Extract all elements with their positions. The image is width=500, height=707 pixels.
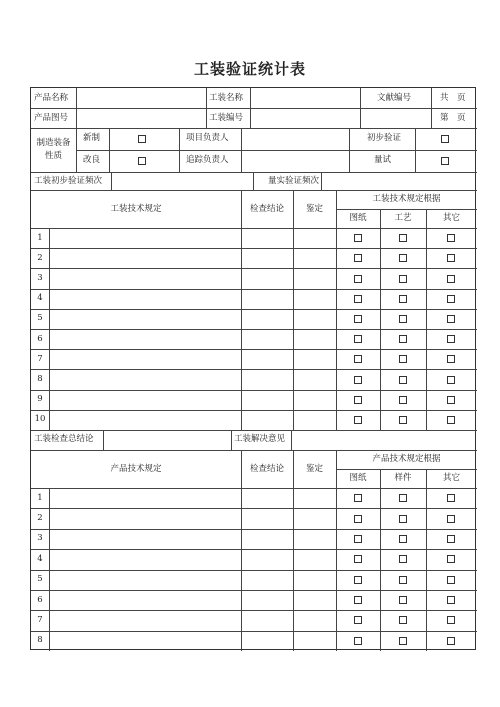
product-tech-spec-header: 产品技术规定	[110, 464, 162, 474]
divider	[31, 190, 477, 191]
basis-checkbox[interactable]	[354, 234, 362, 242]
basis-checkbox[interactable]	[354, 596, 362, 604]
basis-checkbox[interactable]	[447, 234, 455, 242]
basis-col-drawing: 图纸	[349, 213, 367, 223]
initial-freq-label: 工装初步验证频次	[34, 176, 103, 186]
divider	[360, 88, 361, 128]
divider	[241, 190, 242, 430]
row-number: 1	[37, 232, 43, 243]
row-number: 2	[37, 513, 43, 524]
row-number: 7	[37, 614, 43, 625]
row-number: 5	[37, 574, 43, 585]
basis-col-process: 工艺	[394, 213, 412, 223]
equipment-nature-label: 制造装备 性质	[36, 138, 71, 161]
row-number: 6	[37, 333, 43, 344]
divider	[109, 128, 110, 172]
basis-checkbox[interactable]	[354, 555, 362, 563]
basis-checkbox[interactable]	[399, 515, 407, 523]
basis-checkbox[interactable]	[399, 535, 407, 543]
total-pages-label: 共 页	[440, 93, 466, 103]
basis-checkbox[interactable]	[399, 234, 407, 242]
basis-checkbox[interactable]	[354, 275, 362, 283]
row-divider	[31, 590, 477, 591]
basis-checkbox[interactable]	[354, 376, 362, 384]
initial-verify-checkbox[interactable]	[441, 135, 449, 143]
row-number: 3	[37, 273, 43, 283]
basis-checkbox[interactable]	[354, 315, 362, 323]
basis-checkbox[interactable]	[399, 637, 407, 645]
basis-col-sample: 样件	[394, 473, 412, 483]
row-divider	[31, 390, 477, 391]
row-number: 7	[37, 353, 43, 364]
divider	[291, 430, 292, 450]
divider	[103, 430, 104, 450]
divider	[336, 190, 337, 430]
divider	[336, 209, 477, 210]
product-basis-header: 产品技术规定根据	[372, 454, 441, 464]
basis-checkbox[interactable]	[399, 576, 407, 584]
divider	[321, 172, 322, 190]
divider	[336, 469, 477, 470]
tool-tech-spec-header: 工装技术规定	[110, 204, 162, 214]
basis-checkbox[interactable]	[447, 616, 455, 624]
divider	[253, 172, 254, 190]
divider	[31, 430, 477, 431]
divider	[111, 172, 112, 190]
row-divider	[31, 549, 477, 550]
row-divider	[31, 570, 477, 571]
basis-checkbox[interactable]	[354, 355, 362, 363]
row-number: 2	[37, 252, 43, 263]
row-number: 3	[37, 533, 43, 544]
basis-checkbox[interactable]	[399, 295, 407, 303]
basis-checkbox[interactable]	[399, 335, 407, 343]
divider	[241, 128, 242, 172]
row-number: 5	[37, 313, 43, 324]
divider	[231, 430, 232, 450]
new-make-checkbox[interactable]	[138, 135, 146, 143]
divider	[31, 172, 477, 173]
verification-form	[30, 87, 476, 650]
modify-checkbox[interactable]	[138, 157, 146, 165]
check-result-header: 检查结论	[249, 464, 284, 474]
row-divider	[31, 248, 477, 249]
row-number: 9	[37, 394, 43, 405]
basis-checkbox[interactable]	[399, 555, 407, 563]
row-divider	[31, 410, 477, 411]
divider	[380, 209, 381, 430]
basis-checkbox[interactable]	[447, 275, 455, 283]
row-number: 6	[37, 594, 43, 605]
divider	[380, 469, 381, 651]
tool-basis-header: 工装技术规定根据	[372, 194, 441, 204]
basis-checkbox[interactable]	[447, 494, 455, 502]
initial-verify-label: 初步验证	[367, 133, 402, 143]
basis-checkbox[interactable]	[354, 295, 362, 303]
divider	[76, 88, 77, 172]
row-divider	[31, 529, 477, 530]
divider	[293, 450, 294, 651]
row-number: 8	[37, 374, 43, 384]
basis-checkbox[interactable]	[399, 275, 407, 283]
row-divider	[31, 369, 477, 370]
basis-checkbox[interactable]	[447, 295, 455, 303]
basis-checkbox[interactable]	[399, 315, 407, 323]
basis-checkbox[interactable]	[354, 515, 362, 523]
divider	[426, 209, 427, 430]
basis-checkbox[interactable]	[399, 254, 407, 262]
mass-trial-label: 量试	[374, 155, 392, 165]
tool-no-label: 工装编号	[209, 113, 244, 123]
mass-freq-label: 量实验证频次	[268, 176, 320, 186]
row-divider	[31, 610, 477, 611]
divider	[250, 88, 251, 128]
basis-col-drawing: 图纸	[349, 473, 367, 483]
divider	[31, 450, 477, 451]
basis-checkbox[interactable]	[354, 494, 362, 502]
page-no-label: 第 页	[440, 113, 466, 123]
basis-checkbox[interactable]	[354, 637, 362, 645]
project-lead-label: 项目负责人	[186, 133, 229, 143]
tool-resolution-label: 工装解决意见	[234, 434, 286, 444]
page-title: 工装验证统计表	[193, 60, 306, 78]
basis-checkbox[interactable]	[447, 396, 455, 404]
basis-checkbox[interactable]	[447, 555, 455, 563]
mass-trial-checkbox[interactable]	[441, 157, 449, 165]
divider	[31, 488, 477, 489]
tracking-lead-label: 追踪负责人	[186, 155, 229, 165]
product-drawing-no-label: 产品图号	[34, 113, 69, 123]
basis-checkbox[interactable]	[447, 376, 455, 384]
row-divider	[31, 268, 477, 269]
basis-checkbox[interactable]	[354, 416, 362, 424]
divider	[349, 128, 350, 172]
basis-checkbox[interactable]	[399, 494, 407, 502]
row-divider	[31, 309, 477, 310]
basis-checkbox[interactable]	[354, 616, 362, 624]
basis-col-other: 其它	[442, 213, 460, 223]
row-number: 8	[37, 635, 43, 646]
divider	[179, 128, 180, 172]
row-divider	[31, 631, 477, 632]
tool-conclusion-label: 工装检查总结论	[34, 434, 94, 444]
doc-no-label: 文献编号	[377, 93, 412, 103]
basis-checkbox[interactable]	[447, 535, 455, 543]
basis-checkbox[interactable]	[447, 515, 455, 523]
divider	[31, 128, 477, 129]
row-divider	[31, 329, 477, 330]
basis-checkbox[interactable]	[447, 335, 455, 343]
basis-checkbox[interactable]	[447, 596, 455, 604]
basis-checkbox[interactable]	[354, 576, 362, 584]
basis-checkbox[interactable]	[354, 335, 362, 343]
divider	[77, 150, 477, 151]
divider	[293, 190, 294, 430]
basis-checkbox[interactable]	[447, 355, 455, 363]
divider	[31, 228, 477, 229]
row-number: 1	[37, 492, 43, 503]
row-number: 4	[37, 553, 43, 564]
divider	[426, 469, 427, 651]
row-number: 10	[34, 414, 46, 425]
divider	[31, 108, 477, 109]
appraisal-header: 鉴定	[305, 204, 323, 214]
basis-checkbox[interactable]	[399, 616, 407, 624]
basis-checkbox[interactable]	[447, 637, 455, 645]
tool-name-label: 工装名称	[209, 93, 244, 103]
divider	[415, 128, 416, 172]
divider	[206, 88, 207, 128]
basis-checkbox[interactable]	[447, 254, 455, 262]
basis-checkbox[interactable]	[399, 396, 407, 404]
basis-checkbox[interactable]	[399, 355, 407, 363]
modify-label: 改良	[83, 155, 101, 165]
check-result-header: 检查结论	[249, 204, 284, 214]
basis-checkbox[interactable]	[399, 596, 407, 604]
divider	[431, 88, 432, 128]
basis-checkbox[interactable]	[354, 535, 362, 543]
new-make-label: 新制	[83, 133, 101, 143]
product-name-label: 产品名称	[34, 93, 69, 103]
basis-checkbox[interactable]	[354, 396, 362, 404]
row-divider	[31, 349, 477, 350]
row-number: 4	[37, 293, 43, 304]
basis-checkbox[interactable]	[399, 376, 407, 384]
row-divider	[31, 508, 477, 509]
row-divider	[31, 289, 477, 290]
appraisal-header: 鉴定	[305, 464, 323, 474]
basis-col-other: 其它	[442, 473, 460, 483]
basis-checkbox[interactable]	[447, 576, 455, 584]
basis-checkbox[interactable]	[399, 416, 407, 424]
divider	[241, 450, 242, 651]
basis-checkbox[interactable]	[447, 416, 455, 424]
basis-checkbox[interactable]	[447, 315, 455, 323]
basis-checkbox[interactable]	[354, 254, 362, 262]
